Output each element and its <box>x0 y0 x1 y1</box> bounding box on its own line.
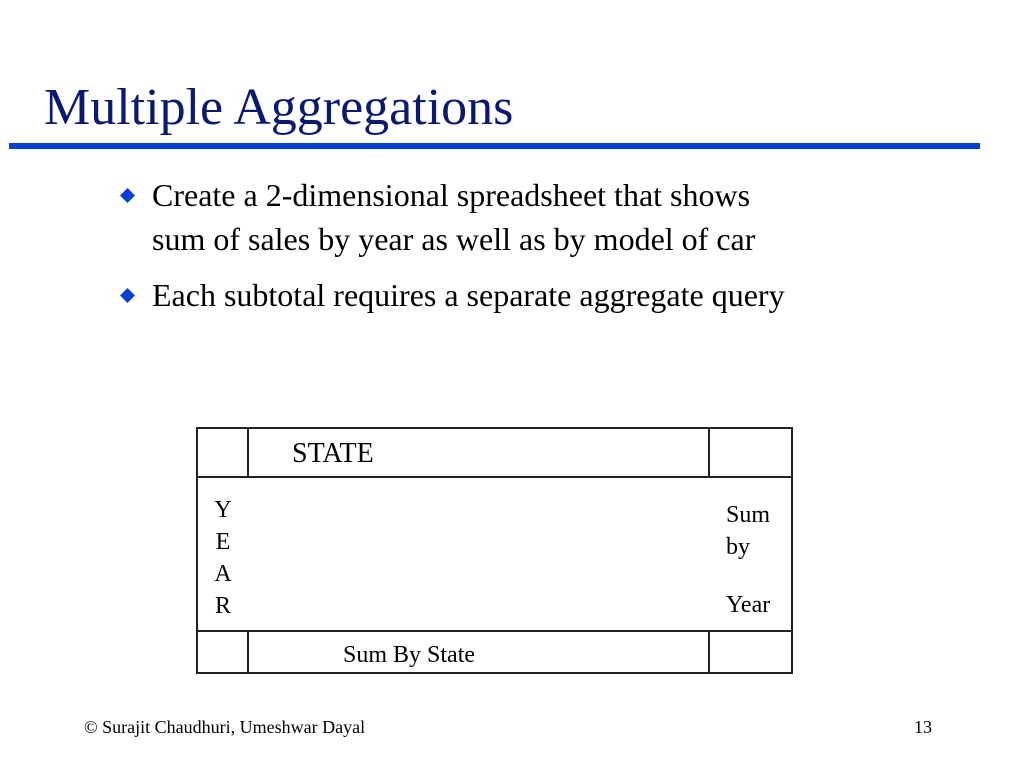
year-letter: R <box>214 593 231 619</box>
sum-by-year-label <box>726 499 770 621</box>
grid-border-right <box>791 427 793 674</box>
grid-border-bottom <box>196 672 793 674</box>
grid-border-left <box>196 427 198 674</box>
grid-divider-left-top <box>247 427 249 477</box>
grid-border-top <box>196 427 793 429</box>
blue-diamond-icon <box>120 188 135 203</box>
grid-divider-footer <box>196 630 793 632</box>
bullet-text: Each subtotal requires a separate aggregate query <box>152 277 785 313</box>
grid-divider-left-bottom <box>247 630 249 674</box>
year-row-label <box>213 494 233 622</box>
spacer <box>726 563 770 589</box>
bullet-item <box>118 173 998 261</box>
grid-divider-right-top <box>708 427 710 477</box>
sum-by-state-label: Sum By State <box>343 642 476 668</box>
sum-by-year-line: Year <box>726 592 771 618</box>
sum-by-year-line: Sum <box>726 502 771 528</box>
footer-copyright: © Surajit Chaudhuri, Umeshwar Dayal <box>84 717 366 737</box>
bullet-text-continued: sum of sales by year as well as by model of car <box>152 221 756 257</box>
year-letter: A <box>214 561 232 587</box>
page-number: 13 <box>914 717 932 737</box>
sum-by-year-line: by <box>726 534 750 560</box>
blue-diamond-icon <box>120 288 135 303</box>
bullet-item <box>118 273 998 317</box>
slide-title: Multiple Aggregations <box>44 79 514 136</box>
bullet-list <box>118 173 998 329</box>
year-letter: E <box>215 529 231 555</box>
bullet-text: Create a 2-dimensional spreadsheet that shows <box>152 177 751 213</box>
grid-divider-right-bottom <box>708 630 710 674</box>
year-letter: Y <box>214 497 232 523</box>
spreadsheet-diagram <box>196 427 793 674</box>
grid-divider-header <box>196 476 793 478</box>
title-underline <box>9 143 980 149</box>
state-header-label: STATE <box>292 438 374 469</box>
